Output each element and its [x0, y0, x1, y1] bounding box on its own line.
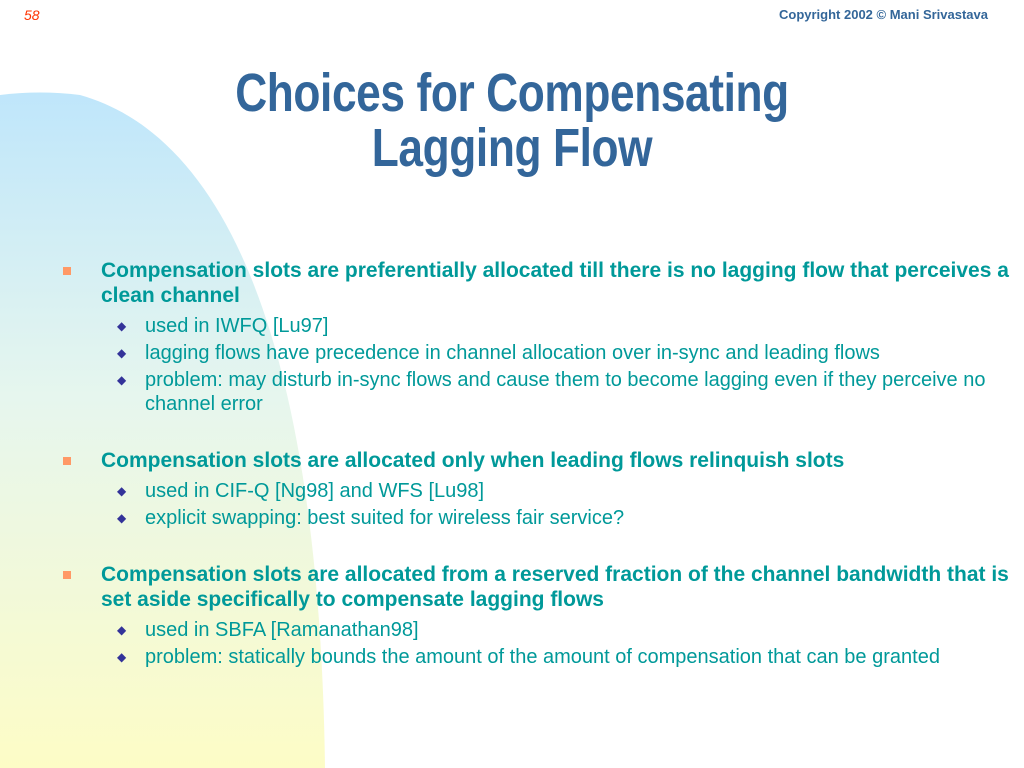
diamond-bullet-icon: ◆	[117, 623, 127, 637]
slide-content	[60, 258, 1010, 672]
copyright-notice: Copyright 2002 © Mani Srivastava	[779, 7, 988, 22]
sub-bullet-item	[60, 618, 1010, 642]
square-bullet-icon	[63, 571, 71, 579]
square-bullet-icon	[63, 457, 71, 465]
sub-bullet-text: lagging flows have precedence in channel allocation over in-sync and leading flows	[145, 342, 880, 364]
title-line-2: Lagging Flow	[371, 118, 653, 178]
slide-title	[92, 63, 932, 178]
bullet-text: Compensation slots are allocated only when leading flows relinquish slots	[101, 449, 845, 472]
spacer	[60, 533, 1010, 562]
sub-bullet-item	[60, 341, 1010, 365]
sub-bullet-text: explicit swapping: best suited for wireless fair service?	[145, 507, 625, 529]
title-line-1: Choices for Compensating	[235, 63, 789, 123]
sub-bullet-item	[60, 479, 1010, 503]
bullet-item	[60, 258, 1010, 308]
diamond-bullet-icon: ◆	[117, 346, 127, 360]
sub-bullet-text: used in SBFA [Ramanathan98]	[145, 619, 419, 641]
diamond-bullet-icon: ◆	[117, 319, 127, 333]
spacer	[60, 419, 1010, 448]
page-number: 58	[24, 7, 40, 23]
sub-bullet-item	[60, 506, 1010, 530]
bullet-item	[60, 448, 1010, 473]
square-bullet-icon	[63, 267, 71, 275]
bullet-text: Compensation slots are preferentially allocated till there is no lagging flow that perceives a clean channel	[101, 259, 1009, 307]
diamond-bullet-icon: ◆	[117, 650, 127, 664]
sub-bullet-text: problem: may disturb in-sync flows and cause them to become lagging even if they perceive no channel error	[145, 369, 986, 415]
bullet-item	[60, 562, 1010, 612]
sub-bullet-item	[60, 314, 1010, 338]
bullet-text: Compensation slots are allocated from a reserved fraction of the channel bandwidth that is set aside specifically to compensate lagging flows	[101, 563, 1009, 611]
sub-bullet-text: used in CIF-Q [Ng98] and WFS [Lu98]	[145, 480, 485, 502]
sub-bullet-text: used in IWFQ [Lu97]	[145, 315, 329, 337]
sub-bullet-item	[60, 368, 1010, 416]
sub-bullet-item	[60, 645, 1010, 669]
diamond-bullet-icon: ◆	[117, 373, 127, 387]
diamond-bullet-icon: ◆	[117, 511, 127, 525]
sub-bullet-text: problem: statically bounds the amount of the amount of compensation that can be granted	[145, 646, 940, 668]
diamond-bullet-icon: ◆	[117, 484, 127, 498]
